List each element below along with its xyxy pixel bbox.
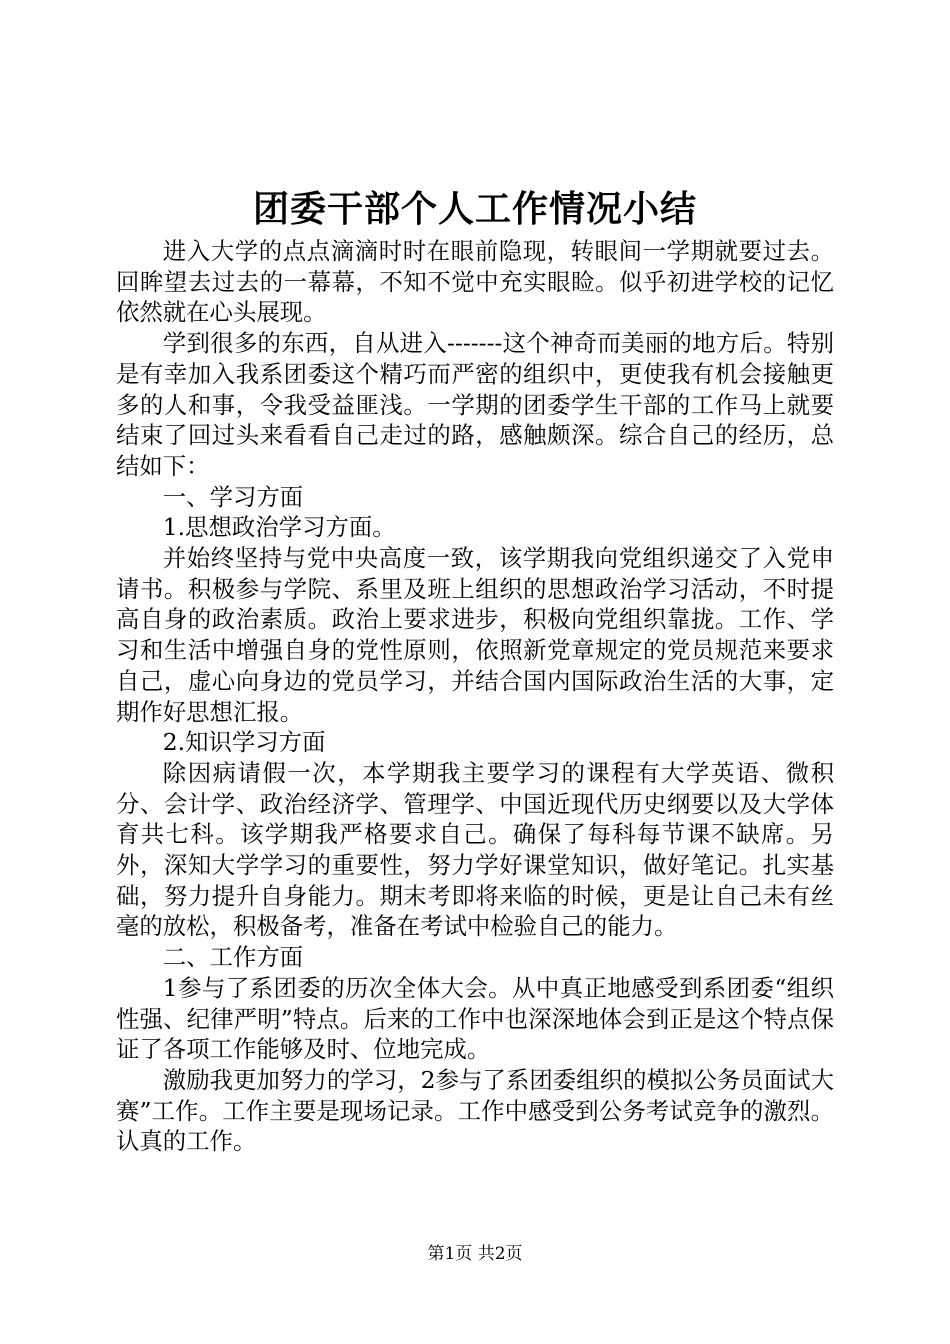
paragraph: 除因病请假一次，本学期我主要学习的课程有大学英语、微积分、会计学、政治经济学、管理学、中国近现代历史纲要以及大学体育共七科。该学期我严格要求自己。确保了每科每节课不缺席。另外，深知大学学习的重要性，努力学好课堂知识，做好笔记。扎实基础，努力提升自身能力。期末考即将来临的时候，更是让自己未有丝毫的放松，积极备考，准备在考试中检验自己的能力。 (116, 758, 834, 941)
section-heading: 二、工作方面 (162, 943, 304, 972)
paragraph: 激励我更加努力的学习，2参与了系团委组织的模拟公务员面试大赛”工作。工作主要是现场记录。工作中感受到公务考试竞争的激烈。认真的工作。 (116, 1065, 834, 1156)
subsection-heading: 1.思想政治学习方面。 (162, 513, 396, 542)
section-heading: 一、学习方面 (162, 482, 304, 511)
document-body (116, 236, 834, 1157)
subsection-heading: 2.知识学习方面 (162, 728, 326, 757)
paragraph: 1参与了系团委的历次全体大会。从中真正地感受到系团委“组织性强、纪律严明”特点。后来的工作中也深深地体会到正是这个特点保证了各项工作能够及时、位地完成。 (116, 973, 834, 1064)
page-footer: 第1页 共2页 (427, 1244, 523, 1264)
paragraph: 并始终坚持与党中央高度一致，该学期我向党组织递交了入党申请书。积极参与学院、系里及班上组织的思想政治学习活动，不时提高自身的政治素质。政治上要求进步，积极向党组织靠拢。工作、学习和生活中增强自身的党性原则，依照新党章规定的党员规范来要求自己，虚心向身边的党员学习，并结合国内国际政治生活的大事，定期作好思想汇报。 (116, 544, 834, 726)
document-title: 团委干部个人工作情况小结 (252, 188, 697, 230)
paragraph: 学到很多的东西，自从进入-------这个神奇而美丽的地方后。特别是有幸加入我系团委这个精巧而严密的组织中，更使我有机会接触更多的人和事，令我受益匪浅。一学期的团委学生干部的工作马上就要结束了回过头来看看自己走过的路，感触颇深。综合自己的经历，总结如下： (116, 329, 834, 480)
paragraph: 进入大学的点点滴滴时时在眼前隐现，转眼间一学期就要过去。回眸望去过去的一幕幕，不知不觉中充实眼睑。似乎初进学校的记忆依然就在心头展现。 (116, 237, 834, 327)
